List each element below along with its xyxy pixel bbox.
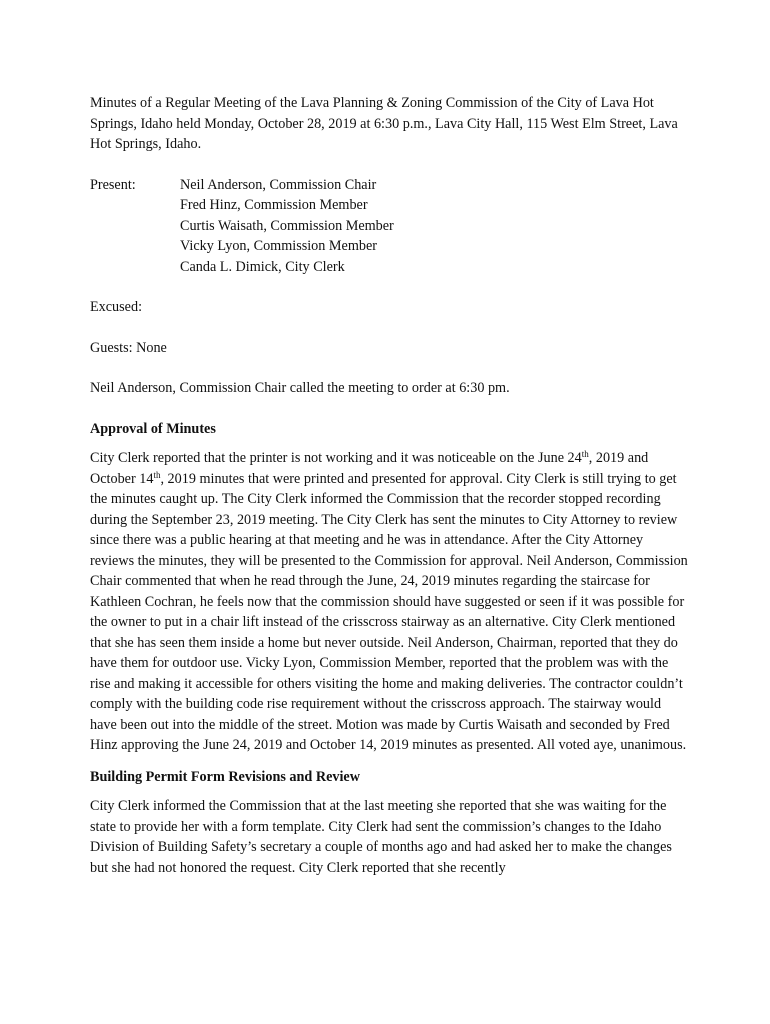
excused-line: Excused: xyxy=(90,299,143,315)
meeting-intro: Minutes of a Regular Meeting of the Lava Planning & Zoning Commission of the City of Lava Hot Springs, Idaho held Monday, October 28, 2019 at 6:30 p.m., Lava City Hall, 115 West Elm Street, Lava Hot Springs, Idaho. xyxy=(90,95,678,152)
approval-text-part3: , 2019 minutes that were printed and presented for approval. City Clerk is still trying to get the minutes caught up. The City Clerk informed the Commission that the recorder stopped recording during the September 23, 2019 meeting. The City Clerk has sent the minutes to City Attorney to review since there was a public hearing at that meeting and he was in attendance. After the City Attorney reviews the minutes, they will be presented to the Commission for approval. Neil Anderson, Commission Chair commented that when he read through the June, 24, 2019 minutes regarding the staircase for Kathleen Cochran, he feels now that the commission should have suggested or seen if it was possible for the owner to put in a chair lift instead of the crisscross stairway as an alternative. City Clerk mentioned that she has seen them inside a home but never outside. Neil Anderson, Chairman, reported that they do have them for outdoor use. Vicky Lyon, Commission Member, reported that the problem was with the rise and making it accessible for others visiting the home and making deliveries. The contractor couldn’t comply with the building code rise requirement without the crisscross approach. The stairway would have been out into the middle of the street. Motion was made by Curtis Waisath and seconded by Fred Hinz approving the June 24, 2019 and October 14, 2019 minutes as presented. All voted aye, unanimous. xyxy=(90,470,688,753)
call-to-order: Neil Anderson, Commission Chair called the meeting to order at 6:30 pm. xyxy=(90,380,510,396)
present-section xyxy=(90,175,690,278)
present-members-list xyxy=(180,175,394,278)
present-label: Present: xyxy=(90,176,136,193)
building-permit-heading: Building Permit Form Revisions and Review xyxy=(90,768,360,785)
present-member: Vicky Lyon, Commission Member xyxy=(180,238,377,254)
present-member: Neil Anderson, Commission Chair xyxy=(180,176,377,193)
approval-text-part1: City Clerk reported that the printer is not working and it was noticeable on the June 24 xyxy=(90,450,582,466)
present-member: Fred Hinz, Commission Member xyxy=(180,197,368,213)
approval-paragraph xyxy=(90,448,690,756)
present-member: Canda L. Dimick, City Clerk xyxy=(180,258,345,275)
building-permit-paragraph: City Clerk informed the Commission that at the last meeting she reported that she was waiting for the state to provide her with a form template. City Clerk had sent the commission’s changes to the Idaho Division of Building Safety’s secretary a couple of months ago and had asked her to make the changes but she had not honored the request. City Clerk reported that she recently xyxy=(90,798,672,876)
approval-text-part2: , 2019 and October 14 xyxy=(90,450,649,487)
present-member: Curtis Waisath, Commission Member xyxy=(180,217,394,234)
approval-heading: Approval of Minutes xyxy=(90,420,216,437)
guests-line: Guests: None xyxy=(90,339,167,356)
ordinal-suffix: th xyxy=(581,449,589,459)
ordinal-suffix: th xyxy=(153,469,161,480)
